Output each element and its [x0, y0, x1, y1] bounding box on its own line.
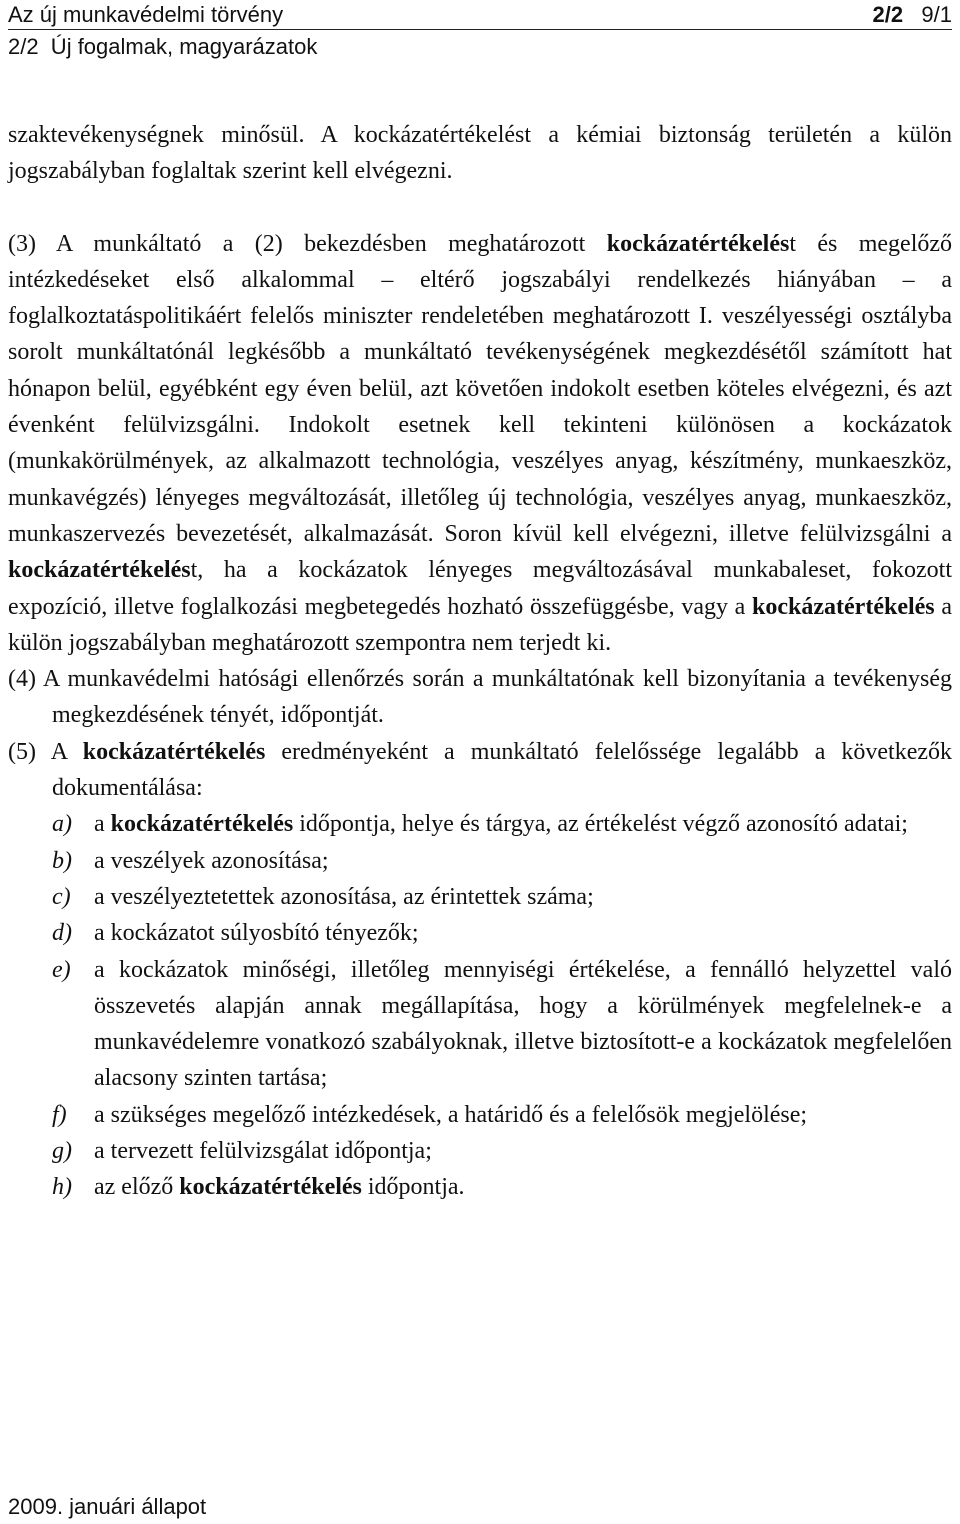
- list-item-b: [8, 843, 952, 879]
- list-label: c): [52, 883, 71, 910]
- page-reference: [872, 2, 952, 28]
- list-label: f): [52, 1101, 67, 1128]
- page-footer: 2009. januári állapot: [8, 1494, 207, 1519]
- p5-text-1: (5) A: [8, 738, 83, 765]
- paragraph-5: [8, 734, 952, 807]
- p3-text-4: a külön jogszabályban meghatározott szempontra nem terjedt ki.: [8, 593, 952, 656]
- list-item-g: [8, 1133, 952, 1169]
- item-h-text-1: az előző: [94, 1174, 180, 1201]
- header-divider: [8, 29, 952, 30]
- item-f-text: a szükséges megelőző intézkedések, a határidő és a felelősök megjelölése;: [94, 1101, 808, 1128]
- p3-bold-3: kockázatértékelés: [752, 593, 935, 620]
- p3-text-3: t, ha a kockázatok lényeges megváltozásával munkabaleset, fokozott expozíció, illetve foglalkozási megbetegedés hozható összefüggésbe, vagy a: [8, 557, 952, 620]
- list-item-e: [8, 952, 952, 1097]
- list-item-a: [8, 806, 952, 842]
- item-b-text: a veszélyek azonosítása;: [94, 847, 329, 874]
- p3-bold-1: kockázatértékelés: [606, 230, 790, 257]
- p5-bold-1: kockázatértékelés: [82, 738, 266, 765]
- section-heading: 2/2 Új fogalmak, magyarázatok: [8, 34, 318, 59]
- item-a-text-1: a: [94, 811, 111, 838]
- page-section-number: 2/2: [872, 2, 904, 27]
- item-e-text: a kockázatok minőségi, illetőleg mennyiségi értékelése, a fennálló helyzettel való összevetés alapján annak megállapítása, hogy a körülmények megfelelnek-e a munkavédelemre vonatkozó szabályoknak, illetve biztosított-e a kockázatok megfelelően alacsony szinten tartása;: [94, 956, 952, 1092]
- list-item-f: [8, 1097, 952, 1133]
- list-item-h: [8, 1169, 952, 1205]
- item-c-text: a veszélyeztetettek azonosítása, az érintettek száma;: [94, 883, 594, 910]
- list-label: b): [52, 847, 72, 874]
- item-d-text: a kockázatot súlyosbító tényezők;: [94, 920, 419, 947]
- list-label: e): [52, 956, 71, 983]
- document-title: Az új munkavédelmi törvény: [8, 2, 284, 27]
- paragraph-4: (4) A munkavédelmi hatósági ellenőrzés során a munkáltatónak kell bizonyítania a tevékenység megkezdésének tényét, időpontját.: [8, 666, 952, 729]
- list-label: g): [52, 1138, 72, 1165]
- page-number: 9/1: [921, 2, 952, 27]
- list-label: a): [52, 811, 72, 838]
- list-label: h): [52, 1174, 72, 1201]
- item-g-text: a tervezett felülvizsgálat időpontja;: [94, 1138, 432, 1165]
- paragraph-gap: [8, 190, 952, 226]
- paragraph-3: [8, 226, 952, 662]
- item-a-text-2: időpontja, helye és tárgya, az értékelést végző azonosító adatai;: [293, 811, 908, 838]
- list-label: d): [52, 920, 72, 947]
- p3-text-1: (3) A munkáltató a (2) bekezdésben meghatározott: [8, 230, 607, 257]
- p3-text-2: t és megelőző intézkedéseket első alkalommal – eltérő jogszabályi rendelkezés hiányában – a foglalkoztatáspolitikáért felelős miniszter rendeletében meghatározott I. veszélyességi osztályba sorolt munkáltatónál legkésőbb a munkáltató tevékenységének megkezdésétől számított hat hónapon belül, egyébként egy éven belül, azt követően indokolt esetben köteles elvégezni, és azt évenként felülvizsgálni. Indokolt esetnek kell tekinteni különösen a kockázatok (munkakörülmények, az alkalmazott technológia, veszélyes anyag, készítmény, munkaeszköz, munkavégzés) lényeges megváltozását, illetőleg új technológia, veszélyes anyag, munkaeszköz, munkaszervezés bevezetését, alkalmazását. Soron kívül kell elvégezni, illetve felülvizsgálni a: [8, 230, 953, 547]
- running-header: [8, 2, 952, 28]
- list-item-c: [8, 879, 952, 915]
- p3-bold-2: kockázatértékelés: [8, 557, 191, 584]
- list-item-d: [8, 915, 952, 951]
- item-a-bold: kockázatértékelés: [110, 811, 294, 838]
- paragraph-intro: szaktevékenységnek minősül. A kockázatértékelést a kémiai biztonság területén a külön jogszabályban foglaltak szerint kell elvégezni.: [8, 122, 952, 185]
- document-body: [8, 117, 952, 1206]
- item-h-bold: kockázatértékelés: [179, 1174, 362, 1201]
- p5-text-2: eredményeként a munkáltató felelőssége legalább a következők dokumentálása:: [52, 738, 953, 802]
- item-h-text-2: időpontja.: [361, 1174, 465, 1201]
